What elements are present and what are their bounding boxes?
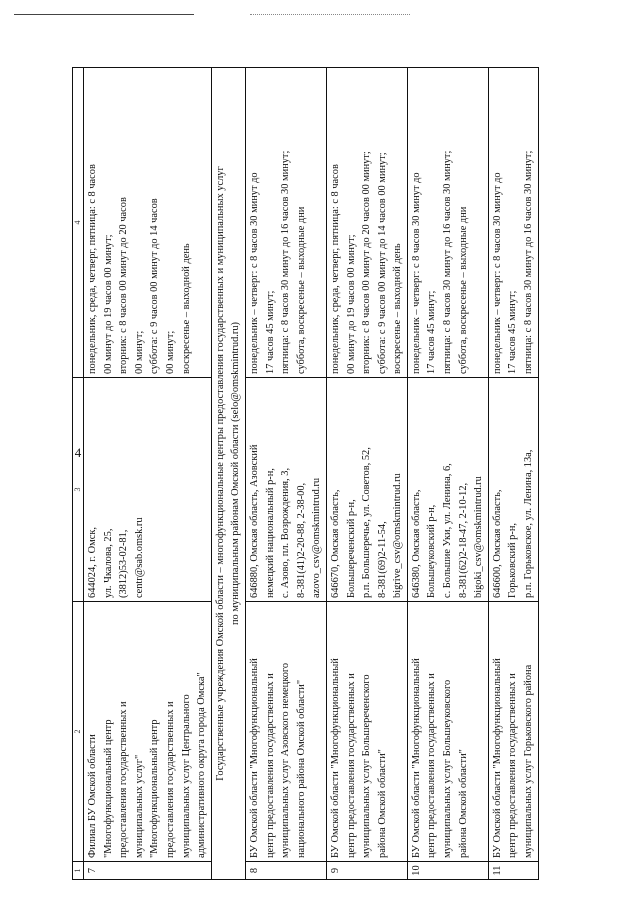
address-cell: [488, 378, 538, 602]
text-line: муниципальных услуг Большереченского: [361, 674, 373, 858]
text-line: национального района Омской области": [295, 679, 307, 858]
text-line: Филиал БУ Омской области: [87, 734, 98, 858]
text-line: суббота: с 9 часов 00 минут до 14 часов 00 минут;: [376, 152, 388, 374]
text-line: воскресенье – выходной день: [392, 243, 404, 374]
text-line: 8-381(69)2-11-54,: [376, 521, 388, 598]
text-line: района Омской области": [376, 749, 388, 858]
text-line: 646670, Омская область,: [329, 489, 341, 598]
email-text: azovo_csv@omskmintrud.ru: [311, 477, 323, 598]
text-line: центр предоставления государственных и: [426, 673, 438, 858]
text-line: 17 часов 45 минут;: [426, 290, 438, 374]
section-header-cell: [211, 68, 245, 880]
text-line: "Многофункциональный центр: [149, 719, 161, 858]
text-line: воскресенье – выходной день: [180, 243, 192, 374]
row-number: 10: [407, 862, 488, 880]
text-line: 646880, Омская область, Азовский: [248, 444, 260, 598]
address-cell: [84, 378, 212, 602]
text-line: с. Большие Уки, ул. Ленина, 6,: [442, 463, 454, 598]
email-text: bigrive_csv@omskmintrud.ru: [392, 473, 404, 598]
text-line: Горьковский р-н,: [507, 523, 519, 598]
hours-cell: [245, 68, 326, 378]
institution-name-cell: [245, 602, 326, 862]
text-line: центр предоставления государственных и: [264, 673, 276, 858]
row-number: 11: [488, 862, 538, 880]
text-line: района Омской области": [457, 749, 469, 858]
institution-name-cell: [488, 602, 538, 862]
table-row-7: [84, 68, 212, 880]
text-line: 00 минут до 19 часов 00 минут;: [345, 234, 357, 374]
top-rule: [14, 14, 194, 15]
text-line: понедельник – четверг: с 8 часов 30 минут до: [410, 172, 422, 374]
hours-cell: [326, 68, 407, 378]
text-line: р.п. Большеречье, ул. Советов, 52,: [361, 447, 373, 598]
text-line: ул. Чкалова, 25,: [102, 528, 114, 598]
table-row-11: [488, 68, 538, 880]
email-text: bigoki_csv@omskmintrud.ru: [473, 476, 485, 598]
header-cell: 2: [73, 602, 84, 862]
text-line: БУ Омской области "Многофункциональный: [491, 658, 503, 858]
text-line: пятница: с 8 часов 30 минут до 16 часов 30 минут;: [280, 150, 292, 374]
row-number: 7: [84, 862, 212, 880]
text-line: Большеуковский р-н,: [426, 504, 438, 598]
text-line: понедельник, среда, четверг, пятница: с 8 часов: [329, 164, 341, 374]
text-line: понедельник – четверг: с 8 часов 30 минут до: [491, 172, 503, 374]
text-line: БУ Омской области "Многофункциональный: [410, 658, 422, 858]
text-line: Государственные учреждения Омской области – многофункциональные центры предоставления государственных и муниципальных услуг: [214, 166, 226, 781]
text-line: 8-381(62)2-18-47, 2-10-12,: [457, 482, 469, 598]
text-line: 17 часов 45 минут;: [264, 290, 276, 374]
text-line: предоставления государственных и: [164, 701, 176, 858]
text-line: пятница: с 8 часов 30 минут до 16 часов 30 минут;: [523, 150, 535, 374]
text-line: понедельник, среда, четверг, пятница: с 8 часов: [87, 164, 98, 374]
text-line: 00 минут;: [133, 330, 145, 374]
text-line: 00 минут до 19 часов 00 минут;: [102, 234, 114, 374]
text-line: суббота, воскресенье – выходные дни: [457, 206, 469, 374]
text-line: суббота: с 9 часов 00 минут до 14 часов: [149, 198, 161, 374]
header-cell: 4: [73, 68, 84, 378]
text-line: Большереченский р-н,: [345, 499, 357, 598]
text-line: по муниципальным районам Омской области (selo@omskmintrud.ru): [230, 322, 242, 625]
row-number: 8: [245, 862, 326, 880]
table-row-8: [245, 68, 326, 880]
institution-name-cell: [407, 602, 488, 862]
header-cell: 1: [73, 862, 84, 880]
hours-cell: [84, 68, 212, 378]
text-line: 8-381(41)2-20-88, 2-38-00,: [295, 482, 307, 598]
header-cell: 3: [73, 378, 84, 602]
table-row-9: [326, 68, 407, 880]
text-line: центр предоставления государственных и: [507, 673, 519, 858]
page-number: 4: [74, 445, 82, 460]
hours-cell: [488, 68, 538, 378]
address-cell: [245, 378, 326, 602]
row-number: 9: [326, 862, 407, 880]
text-line: 646600, Омская область,: [491, 489, 503, 598]
text-line: муниципальных услуг Азовского немецкого: [280, 662, 292, 858]
rotated-table-container: [72, 68, 608, 880]
address-cell: [407, 378, 488, 602]
top-dotted-rule: [250, 14, 410, 15]
text-line: пятница: с 8 часов 30 минут до 16 часов 30 минут;: [442, 150, 454, 374]
header-row: [73, 68, 84, 880]
text-line: административного округа города Омска": [196, 672, 208, 858]
text-line: "Многофункциональный центр: [102, 719, 114, 858]
text-line: муниципальных услуг": [133, 754, 145, 858]
email-text: centr@sab.omsk.ru: [133, 517, 145, 598]
text-line: суббота, воскресенье – выходные дни: [295, 206, 307, 374]
text-line: муниципальных услуг Горьковского района: [523, 664, 535, 858]
text-line: БУ Омской области "Многофункциональный: [248, 658, 260, 858]
text-line: 644024, г. Омск,: [87, 527, 98, 598]
text-line: 00 минут;: [164, 330, 176, 374]
text-line: р.п. Горьковское, ул. Ленина, 13а,: [523, 449, 535, 598]
text-line: немецкий национальный р-н,: [264, 468, 276, 598]
section-header-row: [211, 68, 245, 880]
mfc-table: [72, 67, 539, 880]
text-line: понедельник – четверг: с 8 часов 30 минут до: [248, 172, 260, 374]
address-cell: [326, 378, 407, 602]
table-row-10: [407, 68, 488, 880]
text-line: муниципальных услуг Большеуковского: [442, 679, 454, 858]
text-line: БУ Омской области "Многофункциональный: [329, 658, 341, 858]
institution-name-cell: [84, 602, 212, 862]
institution-name-cell: [326, 602, 407, 862]
text-line: предоставления государственных и: [118, 701, 130, 858]
text-line: центр предоставления государственных и: [345, 673, 357, 858]
text-line: 646380, Омская область,: [410, 489, 422, 598]
text-line: (3812)53-02-81,: [118, 529, 130, 598]
text-line: муниципальных услуг Центрального: [180, 694, 192, 858]
text-line: с. Азово, пл. Возрождения, 3,: [280, 467, 292, 598]
text-line: вторник: с 8 часов 00 минут до 20 часов: [118, 197, 130, 374]
text-line: 17 часов 45 минут;: [507, 290, 519, 374]
hours-cell: [407, 68, 488, 378]
text-line: вторник: с 8 часов 00 минут до 20 часов 00 минут;: [361, 151, 373, 374]
